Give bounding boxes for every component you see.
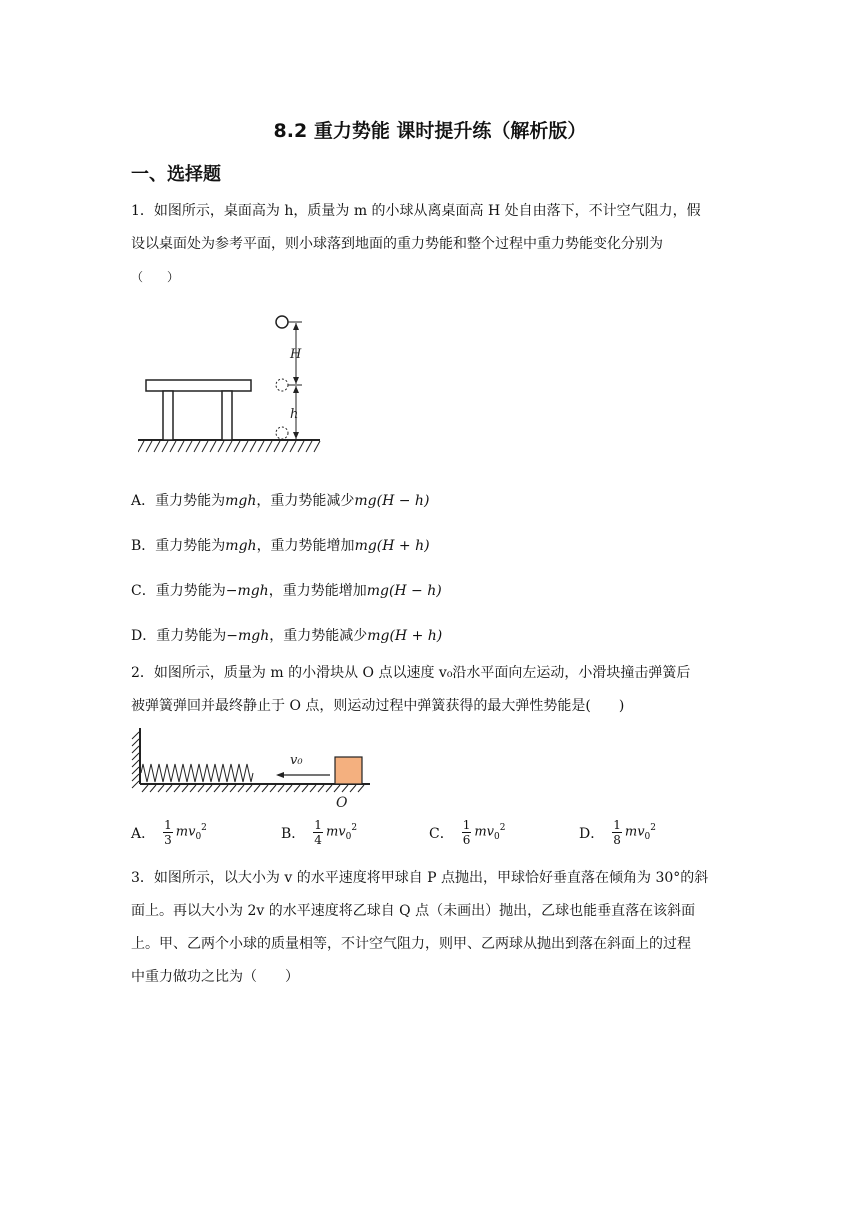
question-2-choice-a: A． $\frac{1}{3}$ $mv_0^2$ [131,818,207,847]
expression-mv0-squared: $mv_0^2$ [624,823,657,842]
question-1-option-d: D．重力势能为−mgh，重力势能减少mg(H + h) [131,628,443,644]
question-2-choice-c: C． $\frac{1}{6}$ $mv_0^2$ [429,818,506,847]
fraction: $\frac{1}{3}$ [164,818,172,847]
question-1-text [131,195,731,294]
expression-mv0-squared: $mv_0^2$ [175,823,207,842]
expression-mv0-squared: $mv_0^2$ [474,823,506,842]
question-3-line-2: 面上。再以大小为 2v 的水平速度将乙球自 Q 点（未画出）抛出，乙球也能垂直落在该斜面 [131,903,696,919]
question-1-line-2: 设以桌面处为参考平面，则小球落到地面的重力势能和整个过程中重力势能变化分别为 [131,236,663,252]
question-2-line-1: 2．如图所示，质量为 m 的小滑块从 O 点以速度 v₀沿水平面向左运动，小滑块撞击弹簧后 [131,665,691,681]
figure-2-label-v0: v₀ [290,753,303,768]
section-heading: 一、选择题 [131,164,221,185]
question-2-line-2: 被弹簧弹回并最终静止于 O 点，则运动过程中弹簧获得的最大弹性势能是( ) [131,698,625,714]
question-1-figure [138,310,328,456]
figure-1-label-h: h [290,407,299,422]
fraction: $\frac{1}{4}$ [314,818,322,847]
sliding-block [335,757,362,784]
question-2-choice-d: D． $\frac{1}{8}$ $mv_0^2$ [579,818,657,847]
question-3-line-1: 3．如图所示，以大小为 v 的水平速度将甲球自 P 点抛出，甲球恰好垂直落在倾角为 30°的斜 [131,870,709,886]
question-3-text [131,862,731,994]
question-2-figure [130,726,375,812]
question-1-option-a: A．重力势能为mgh，重力势能减少mg(H − h) [131,493,430,509]
fraction: $\frac{1}{8}$ [613,818,621,847]
question-1-option-b: B．重力势能为mgh，重力势能增加mg(H + h) [131,538,430,554]
question-1-line-3: （ ） [131,270,180,284]
question-3-line-3: 上。甲、乙两个小球的质量相等，不计空气阻力，则甲、乙两球从抛出到落在斜面上的过程 [131,936,691,952]
question-2-choice-b: B． $\frac{1}{4}$ $mv_0^2$ [281,818,358,847]
figure-2-label-O: O [336,795,348,811]
expression-mv0-squared: $mv_0^2$ [325,823,358,842]
page-title: 8.2 重力势能 课时提升练（解析版） [273,120,587,142]
question-2-choices [131,818,691,858]
question-2-text [131,657,731,723]
fraction: $\frac{1}{6}$ [462,818,471,847]
question-3-line-4: 中重力做功之比为（ ） [131,969,299,985]
question-1-option-c: C．重力势能为−mgh，重力势能增加mg(H − h) [131,583,442,599]
figure-1-label-H: H [290,347,302,362]
question-1-line-1: 1．如图所示，桌面高为 h，质量为 m 的小球从离桌面高 H 处自由落下，不计空气阻力，假 [131,203,701,219]
